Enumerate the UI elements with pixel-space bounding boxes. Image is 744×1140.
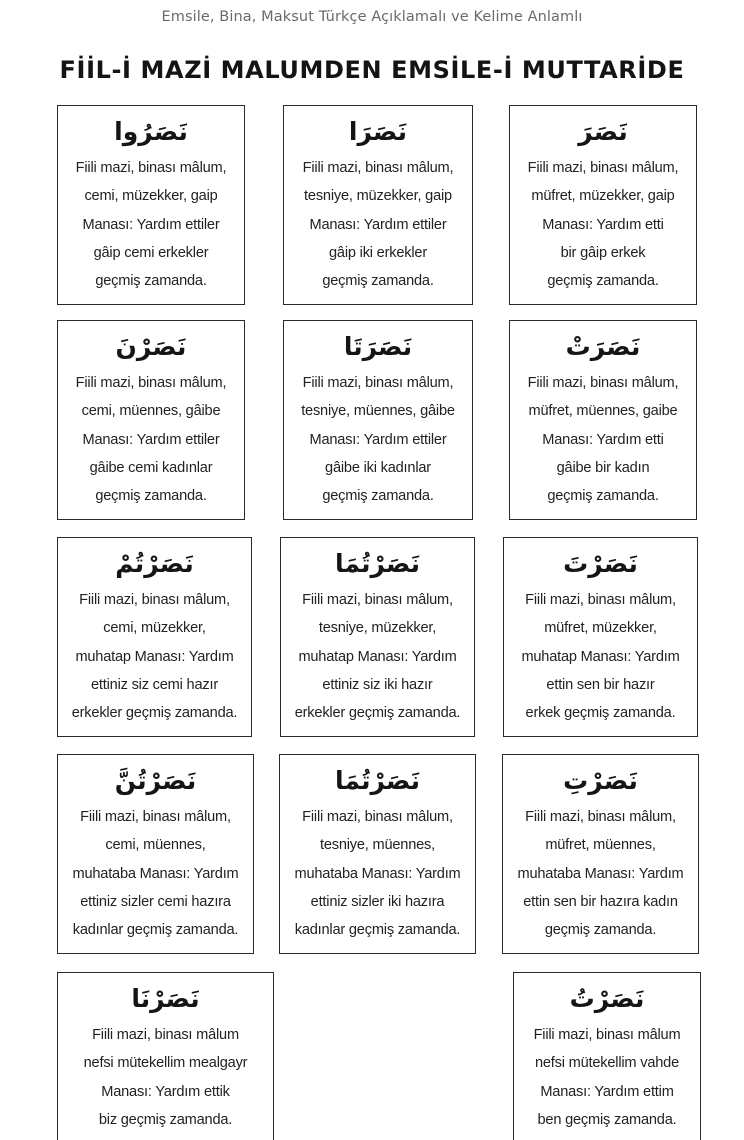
description-line: Manası: Yardım etti [542, 431, 664, 448]
description-line: ben geçmiş zamanda. [537, 1111, 677, 1128]
description-line: muhatap Manası: Yardım [521, 648, 680, 665]
description-line: Fiili mazi, binası mâlum, [80, 809, 231, 825]
description-line: tesniye, müennes, [319, 837, 436, 854]
description-line: Manası: Yardım ettiler [309, 431, 447, 448]
card-description [504, 586, 697, 727]
description-line: Fiili mazi, binası mâlum, [75, 375, 227, 391]
card-description [280, 803, 475, 944]
description-line: müfret, müennes, gaibe [528, 403, 678, 420]
card-description [510, 369, 696, 510]
description-line: geçmiş zamanda. [95, 273, 207, 290]
page-title: FİİL-İ MAZİ MALUMDEN EMSİLE-İ MUTTARİDE [59, 56, 685, 84]
description-line: Fiili mazi, binası mâlum, [75, 160, 227, 176]
conjugation-card [513, 972, 701, 1140]
description-line: Fiili mazi, binası mâlum, [525, 592, 676, 608]
arabic-verb: نَصَرْتِ [563, 766, 638, 795]
conjugation-card [283, 320, 473, 520]
conjugation-card [279, 754, 476, 954]
description-line: tesniye, müzekker, [318, 620, 437, 637]
description-line: Fiili mazi, binası mâlum, [79, 592, 230, 608]
card-description [284, 154, 472, 295]
card-description [58, 369, 244, 510]
description-line: müfret, müzekker, gaip [531, 188, 675, 205]
description-line: Fiili mazi, binası mâlum [92, 1027, 239, 1043]
card-description [58, 1021, 273, 1134]
description-line: muhataba Manası: Yardım [294, 865, 461, 882]
conjugation-card [503, 537, 698, 737]
card-description [58, 154, 244, 295]
description-line: tesniye, müennes, gâibe [301, 403, 455, 420]
description-line: ettiniz sizler iki hazıra [310, 893, 445, 910]
description-line: muhatap Manası: Yardım [75, 648, 234, 665]
page-subtitle: Emsile, Bina, Maksut Türkçe Açıklamalı ve Kelime Anlamlı [161, 9, 583, 25]
description-line: erkek geçmiş zamanda. [525, 705, 676, 722]
arabic-verb: نَصَرْتُمْ [115, 549, 194, 578]
description-line: Fiili mazi, binası mâlum, [302, 160, 454, 176]
description-line: ettin sen bir hazır [546, 676, 655, 693]
description-line: geçmiş zamanda. [547, 273, 659, 290]
conjugation-card [57, 105, 245, 305]
description-line: Manası: Yardım ettim [540, 1083, 674, 1100]
description-line: gâibe iki kadınlar [325, 459, 431, 476]
description-line: Fiili mazi, binası mâlum, [302, 592, 453, 608]
conjugation-card [57, 537, 252, 737]
arabic-verb: نَصَرُوا [114, 117, 188, 146]
description-line: gâibe cemi kadınlar [89, 459, 213, 476]
conjugation-card [57, 754, 254, 954]
description-line: müfret, müennes, [545, 837, 656, 854]
description-line: geçmiş zamanda. [322, 488, 434, 505]
description-line: Manası: Yardım ettik [101, 1083, 230, 1100]
description-line: erkekler geçmiş zamanda. [71, 705, 238, 722]
description-line: muhatap Manası: Yardım [298, 648, 457, 665]
description-line: gâip cemi erkekler [93, 244, 209, 261]
description-line: cemi, müzekker, [103, 620, 206, 637]
description-line: Fiili mazi, binası mâlum, [525, 809, 676, 825]
description-line: kadınlar geçmiş zamanda. [72, 922, 239, 939]
description-line: nefsi mütekellim mealgayr [83, 1055, 248, 1072]
conjugation-card [509, 105, 697, 305]
description-line: erkekler geçmiş zamanda. [294, 705, 461, 722]
conjugation-card [283, 105, 473, 305]
description-line: Manası: Yardım ettiler [82, 216, 220, 233]
card-description [503, 803, 698, 944]
conjugation-card [57, 320, 245, 520]
arabic-verb: نَصَرَ [578, 117, 628, 146]
description-line: Manası: Yardım ettiler [82, 431, 220, 448]
description-line: Fiili mazi, binası mâlum [533, 1027, 681, 1043]
description-line: bir gâip erkek [560, 244, 646, 261]
card-description [284, 369, 472, 510]
description-line: tesniye, müzekker, gaip [304, 188, 452, 205]
description-line: ettin sen bir hazıra kadın [523, 893, 678, 910]
arabic-verb: نَصَرْتَ [563, 549, 638, 578]
description-line: ettiniz sizler cemi hazıra [80, 893, 231, 910]
description-line: geçmiş zamanda. [95, 488, 207, 505]
card-description [514, 1021, 700, 1134]
arabic-verb: نَصَرَتَا [343, 332, 413, 361]
conjugation-card [509, 320, 697, 520]
card-description [510, 154, 696, 295]
description-line: muhataba Manası: Yardım [517, 865, 684, 882]
description-line: cemi, müzekker, gaip [84, 188, 218, 205]
description-line: geçmiş zamanda. [544, 922, 657, 939]
card-description [58, 586, 251, 727]
description-line: muhataba Manası: Yardım [72, 865, 239, 882]
arabic-verb: نَصَرْنَا [131, 984, 200, 1013]
arabic-verb: نَصَرْتُمَا [334, 549, 421, 578]
description-line: geçmiş zamanda. [547, 488, 659, 505]
conjugation-card [280, 537, 475, 737]
arabic-verb: نَصَرْتُ [569, 984, 645, 1013]
description-line: nefsi mütekellim vahde [534, 1055, 680, 1072]
description-line: biz geçmiş zamanda. [98, 1111, 233, 1128]
arabic-verb: نَصَرَا [348, 117, 408, 146]
card-description [58, 803, 253, 944]
description-line: gâibe bir kadın [556, 459, 650, 476]
description-line: Fiili mazi, binası mâlum, [302, 809, 453, 825]
conjugation-card [57, 972, 274, 1140]
description-line: cemi, müennes, [105, 837, 206, 854]
description-line: geçmiş zamanda. [322, 273, 434, 290]
description-line: Fiili mazi, binası mâlum, [527, 375, 679, 391]
arabic-verb: نَصَرْتُمَا [334, 766, 421, 795]
description-line: ettiniz siz iki hazır [322, 676, 433, 693]
arabic-verb: نَصَرْنَ [115, 332, 187, 361]
card-description [281, 586, 474, 727]
description-line: kadınlar geçmiş zamanda. [294, 922, 461, 939]
description-line: Fiili mazi, binası mâlum, [527, 160, 679, 176]
description-line: Manası: Yardım etti [542, 216, 664, 233]
description-line: müfret, müzekker, [544, 620, 657, 637]
description-line: cemi, müennes, gâibe [81, 403, 221, 420]
arabic-verb: نَصَرْتُنَّ [114, 766, 197, 795]
description-line: Fiili mazi, binası mâlum, [302, 375, 454, 391]
description-line: Manası: Yardım ettiler [309, 216, 447, 233]
description-line: gâip iki erkekler [329, 244, 427, 261]
arabic-verb: نَصَرَتْ [565, 332, 641, 361]
conjugation-card [502, 754, 699, 954]
description-line: ettiniz siz cemi hazır [91, 676, 218, 693]
